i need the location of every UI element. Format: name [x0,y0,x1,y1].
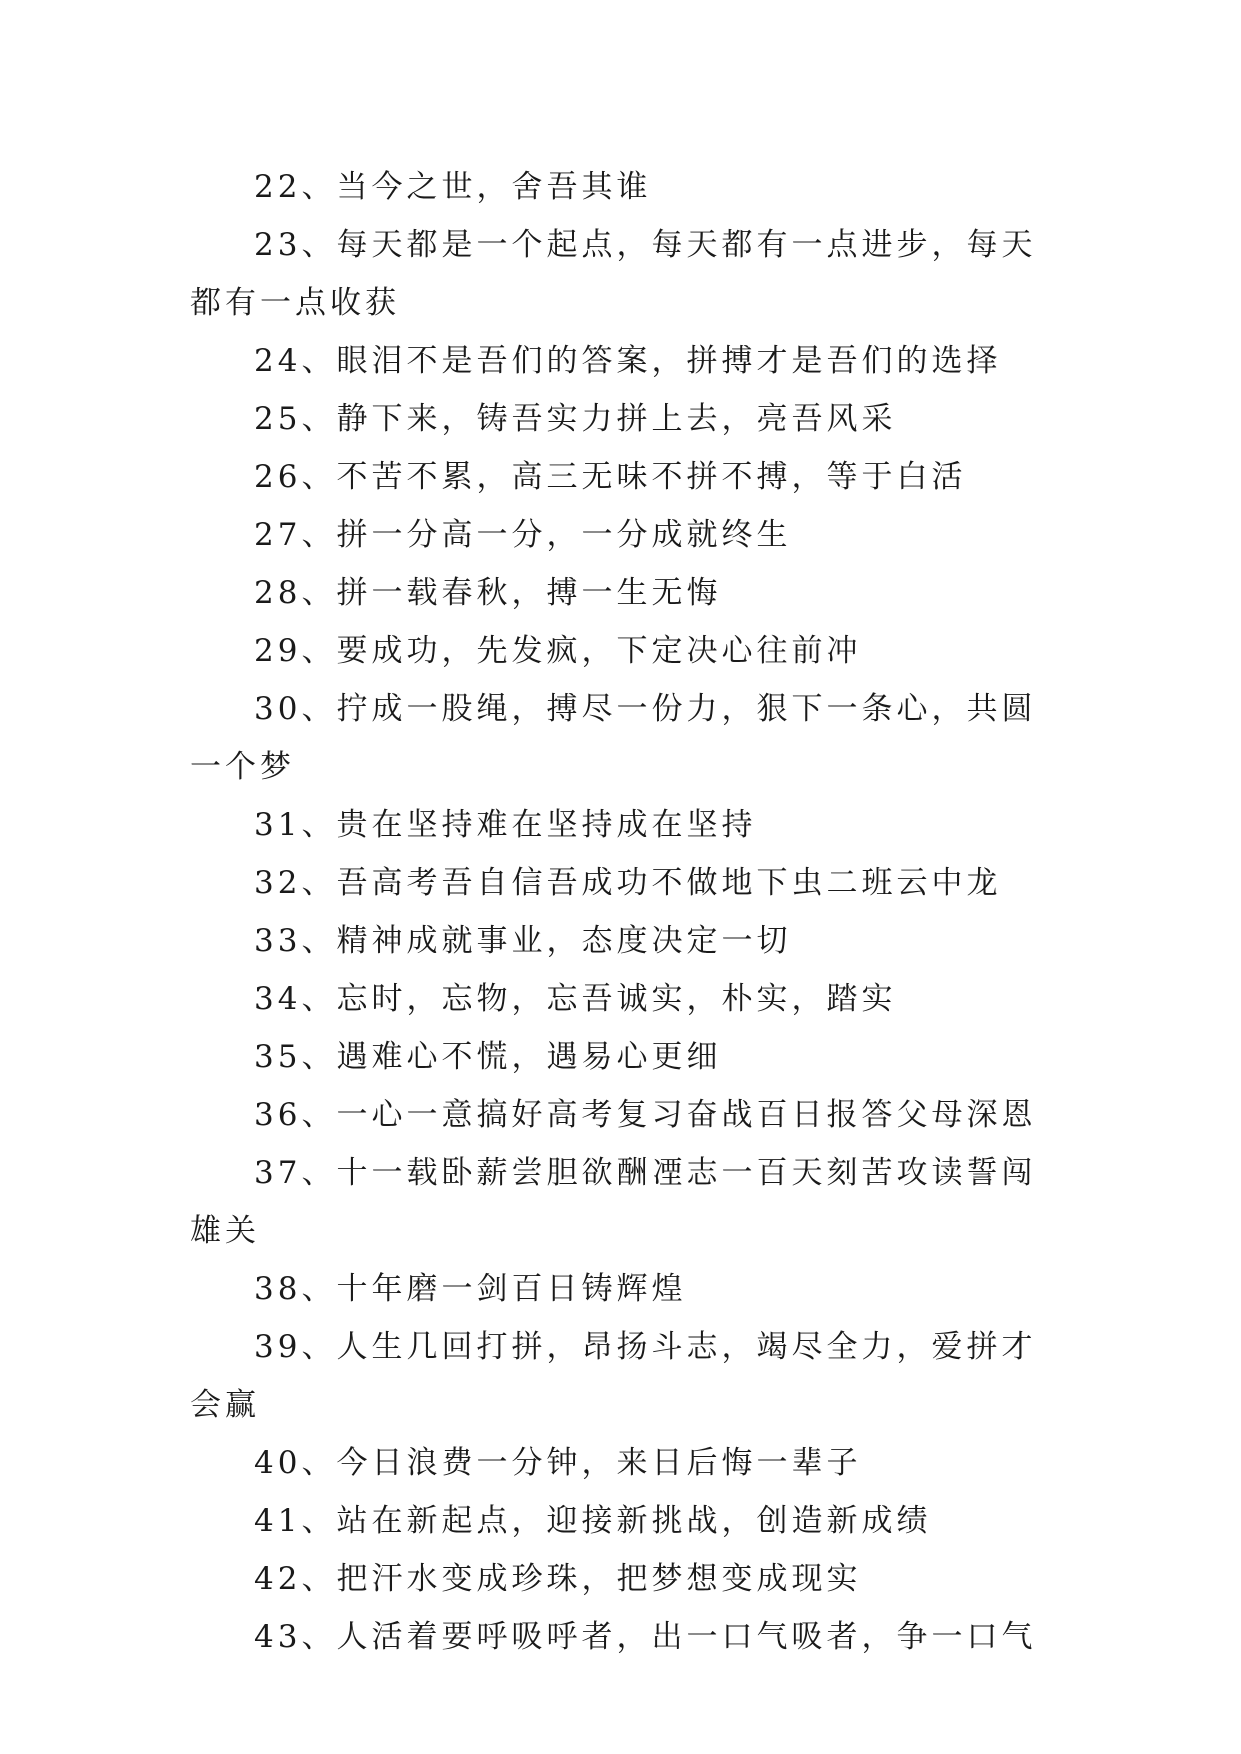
list-item: 43、人活着要呼吸呼者，出一口气吸者，争一口气 [254,1619,1037,1655]
slogan-list [190,158,1050,1666]
list-item: 41、站在新起点，迎接新挑战，创造新成绩 [254,1503,932,1539]
list-item: 34、忘时，忘物，忘吾诚实，朴实，踏实 [254,981,897,1017]
list-item: 32、吾高考吾自信吾成功不做地下虫二班云中龙 [254,865,1002,901]
list-item: 36、一心一意搞好高考复习奋战百日报答父母深恩 [254,1097,1037,1133]
list-item: 37、十一载卧薪尝胆欲酬凐志一百天刻苦攻读誓闯雄关 [190,1155,1037,1249]
list-item: 28、拼一载春秋，搏一生无悔 [254,575,722,611]
list-item: 25、静下来，铸吾实力拼上去，亮吾风采 [254,401,897,437]
list-item: 29、要成功，先发疯，下定决心往前冲 [254,633,862,669]
list-item: 22、当今之世，舍吾其谁 [254,169,652,205]
list-item: 26、不苦不累，高三无味不拼不搏，等于白活 [254,459,967,495]
list-item: 33、精神成就事业，态度决定一切 [254,923,792,959]
list-item: 30、拧成一股绳，搏尽一份力，狠下一条心，共圆一个梦 [190,691,1037,785]
list-item: 40、今日浪费一分钟，来日后悔一辈子 [254,1445,862,1481]
list-item: 31、贵在坚持难在坚持成在坚持 [254,807,757,843]
list-item: 23、每天都是一个起点，每天都有一点进步，每天都有一点收获 [190,227,1037,321]
list-item: 24、眼泪不是吾们的答案，拼搏才是吾们的选择 [254,343,1002,379]
list-item: 35、遇难心不慌，遇易心更细 [254,1039,722,1075]
list-item: 42、把汗水变成珍珠，把梦想变成现实 [254,1561,862,1597]
list-item: 39、人生几回打拼，昂扬斗志，竭尽全力，爱拼才会赢 [190,1329,1037,1423]
list-item: 38、十年磨一剑百日铸辉煌 [254,1271,687,1307]
list-item: 27、拼一分高一分，一分成就终生 [254,517,792,553]
